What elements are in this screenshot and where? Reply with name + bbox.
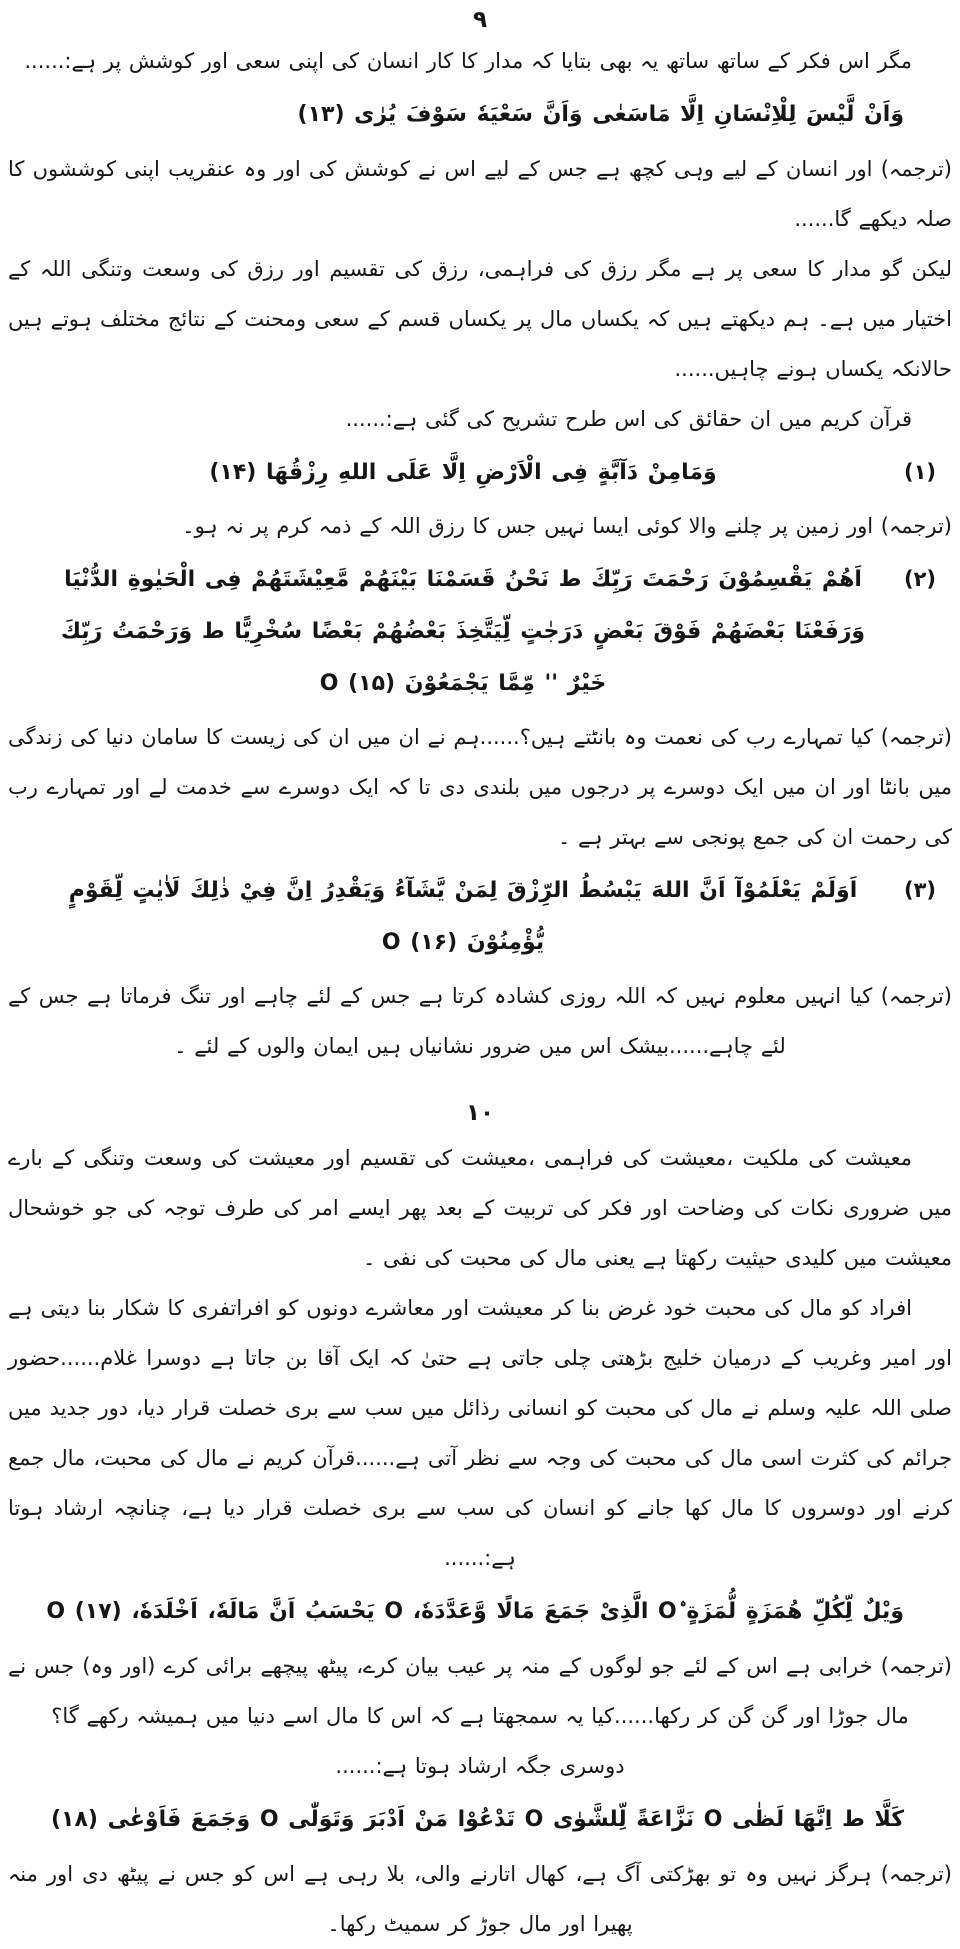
body-paragraph: افراد کو مال کی محبت خود غرض بنا کر معیشت اور معاشرے دونوں کو افراتفری کا شکار بنا دیتی ہے اور امیر وغریب کے درمیان خلیج بڑھتی چلی جاتی ہے حتیٰ کہ ایک آقا بن جاتا ہے دوسرا غلام......حضور صلی اللہ علیہ وسلم نے مال کی محبت کو انسانی رذائل میں سب سے بری خصلت قرار دیا، دور جدید میں جرائم کی کثرت اسی مال کی محبت کی وجہ سے نظر آتی ہے......قرآن کریم نے مال کی محبت، مال جمع کرنے اور دوسروں کا مال کھا جانے کو انسان کی سب سے بری خصلت قرار دیا ہے، چنانچہ ارشاد ہوتا ہے:...... (8, 1296, 952, 1570)
verse-number-marker: (۳) (903, 878, 937, 902)
quran-verse: كَلَّا ط اِنَّهَا لَظٰى O نَزَّاعَةً لِّلشَّوٰى O تَدْعُوْا مَنْ اَدْبَرَ وَتَوَلّٰى O وَجَمَعَ فَاَوْعٰى (۱۸) (50, 1807, 904, 1832)
body-paragraph: لیکن گو مدار کا سعی پر ہے مگر رزق کی فراہمی، رزق کی تقسیم اور رزق کی وسعت وتنگی اللہ کے اختیار میں ہے۔ ہم دیکھتے ہیں کہ یکساں مال پر یکساں قسم کے سعی ومحنت کے نتائج مختلف ہوتے ہیں حالانکہ یکساں ہونے چاہیں...... (8, 257, 952, 381)
quran-verse: اَهُمْ يَقْسِمُوْنَ رَحْمَتَ رَبِّكَ ط نَحْنُ قَسَمْنَا بَيْنَهُمْ مَّعِيْشَتَهُمْ فِى الْحَيٰوةِ الدُّنْيَا وَرَفَعْنَا بَعْضَهُمْ فَوْقَ بَعْضٍ دَرَجٰتٍ لِّيَتَّخِذَ بَعْضُهُمْ بَعْضًا سُخْرِيًّا ط وَرَحْمَتُ رَبِّكَ خَيْرٌ '' مِّمَّا يَجْمَعُوْنَ O (۱۵) (60, 567, 866, 696)
verse-number-marker: (۲) (903, 567, 937, 591)
quran-verse: وَاَنْ لَّيْسَ لِلْاِنْسَانِ اِلَّا مَاسَعٰى وَاَنَّ سَعْيَهٗ سَوْفَ يُرٰى (۱۳) (297, 102, 904, 127)
quran-verse: وَيْلٌ لِّكُلِّ هُمَزَةٍ لُّمَزَةٍ Oۨ الَّذِىْ جَمَعَ مَالًا وَّعَدَّدَهٗ، O يَحْسَبُ اَنَّ مَالَهٗ، اَخْلَدَهٗ، O (۱۷) (46, 1599, 904, 1624)
quran-verse: وَمَامِنْ دَآبَّةٍ فِى الْاَرْضِ اِلَّا عَلَى اللهِ رِزْقُهَا (۱۴) (209, 460, 717, 485)
translation-paragraph: (ترجمہ) کیا انہیں معلوم نہیں کہ اللہ روزی کشادہ کرتا ہے جس کے لئے چاہے اور تنگ فرماتا ہے جس کے لئے چاہے......بیشک اس میں ضرور نشانیاں ہیں ایمان والوں کے لئے ۔ (8, 984, 952, 1058)
verse-number-marker: (۱) (903, 460, 937, 484)
numbered-quran-verse (8, 553, 952, 710)
body-paragraph: دوسری جگہ ارشاد ہوتا ہے:...... (335, 1754, 625, 1778)
translation-paragraph: (ترجمہ) کیا تمہارے رب کی نعمت وہ بانٹتے ہیں؟......ہم نے ان میں ان کی زیست کا سامان دنیا کی زندگی میں بانٹا اور ان میں ایک دوسرے پر درجوں میں بلندی دی تا کہ ایک دوسرے سے خدمت لے اور تمہارے رب کی رحمت ان کی جمع پونجی سے بہتر ہے ۔ (8, 725, 952, 849)
translation-paragraph: (ترجمہ) خرابی ہے اس کے لئے جو لوگوں کے منہ پر عیب بیان کرے، پیٹھ پیچھے برائی کرے (اور وہ) جس نے مال جوڑا اور گن گن کر رکھا......کیا یہ سمجھتا ہے کہ اس کا مال اسے دنیا میں ہمیشہ رکھے گا؟ (8, 1654, 952, 1728)
numbered-quran-verse (8, 864, 952, 969)
translation-paragraph: (ترجمہ) اور زمین پر چلنے والا کوئی ایسا نہیں جس کا رزق اللہ کے ذمہ کرم پر نہ ہو۔ (182, 514, 952, 538)
body-paragraph: معیشت کی ملکیت ،معیشت کی فراہمی ،معیشت کی تقسیم اور معیشت کی وسعت وتنگی کے بارے میں ضروری نکات کی وضاحت اور فکر کی تربیت کے بعد پھر ایسے امر کی طرف توجہ کی جو خوشحال معیشت میں کلیدی حیثیت رکھتا ہے یعنی مال کی محبت کی نفی ۔ (8, 1146, 952, 1270)
translation-paragraph: (ترجمہ) اور انسان کے لیے وہی کچھ ہے جس کے لیے اس نے کوشش کی اور وہ عنقریب اپنی کوششوں کا صلہ دیکھے گا...... (8, 157, 952, 231)
numbered-quran-verse (8, 446, 952, 499)
section-number: ۱۰ (465, 1100, 495, 1126)
body-paragraph: قرآن کریم میں ان حقائق کی اس طرح تشریح کی گئی ہے:...... (345, 407, 912, 431)
translation-paragraph: (ترجمہ) ہرگز نہیں وہ تو بھڑکتی آگ ہے، کھال اتارنے والی، بلا رہی ہے اس کو جس نے پیٹھ دی اور منہ پھیرا اور مال جوڑ کر سمیٹ رکھا۔ (8, 1862, 952, 1936)
body-paragraph: مگر اس فکر کے ساتھ ساتھ یہ بھی بتایا کہ مدار کا کار انسان کی اپنی سعی اور کوشش پر ہے:...... (24, 49, 912, 73)
section-number: ۹ (472, 7, 488, 33)
quran-verse: اَوَلَمْ يَعْلَمُوْآ اَنَّ اللهَ يَبْسُطُ الرِّزْقَ لِمَنْ يَّشَآءُ وَيَقْدِرُ اِنَّ فِيْ ذٰلِكَ لَاٰيٰتٍ لِّقَوْمٍ يُّؤْمِنُوْنَ O (۱۶) (68, 878, 858, 955)
